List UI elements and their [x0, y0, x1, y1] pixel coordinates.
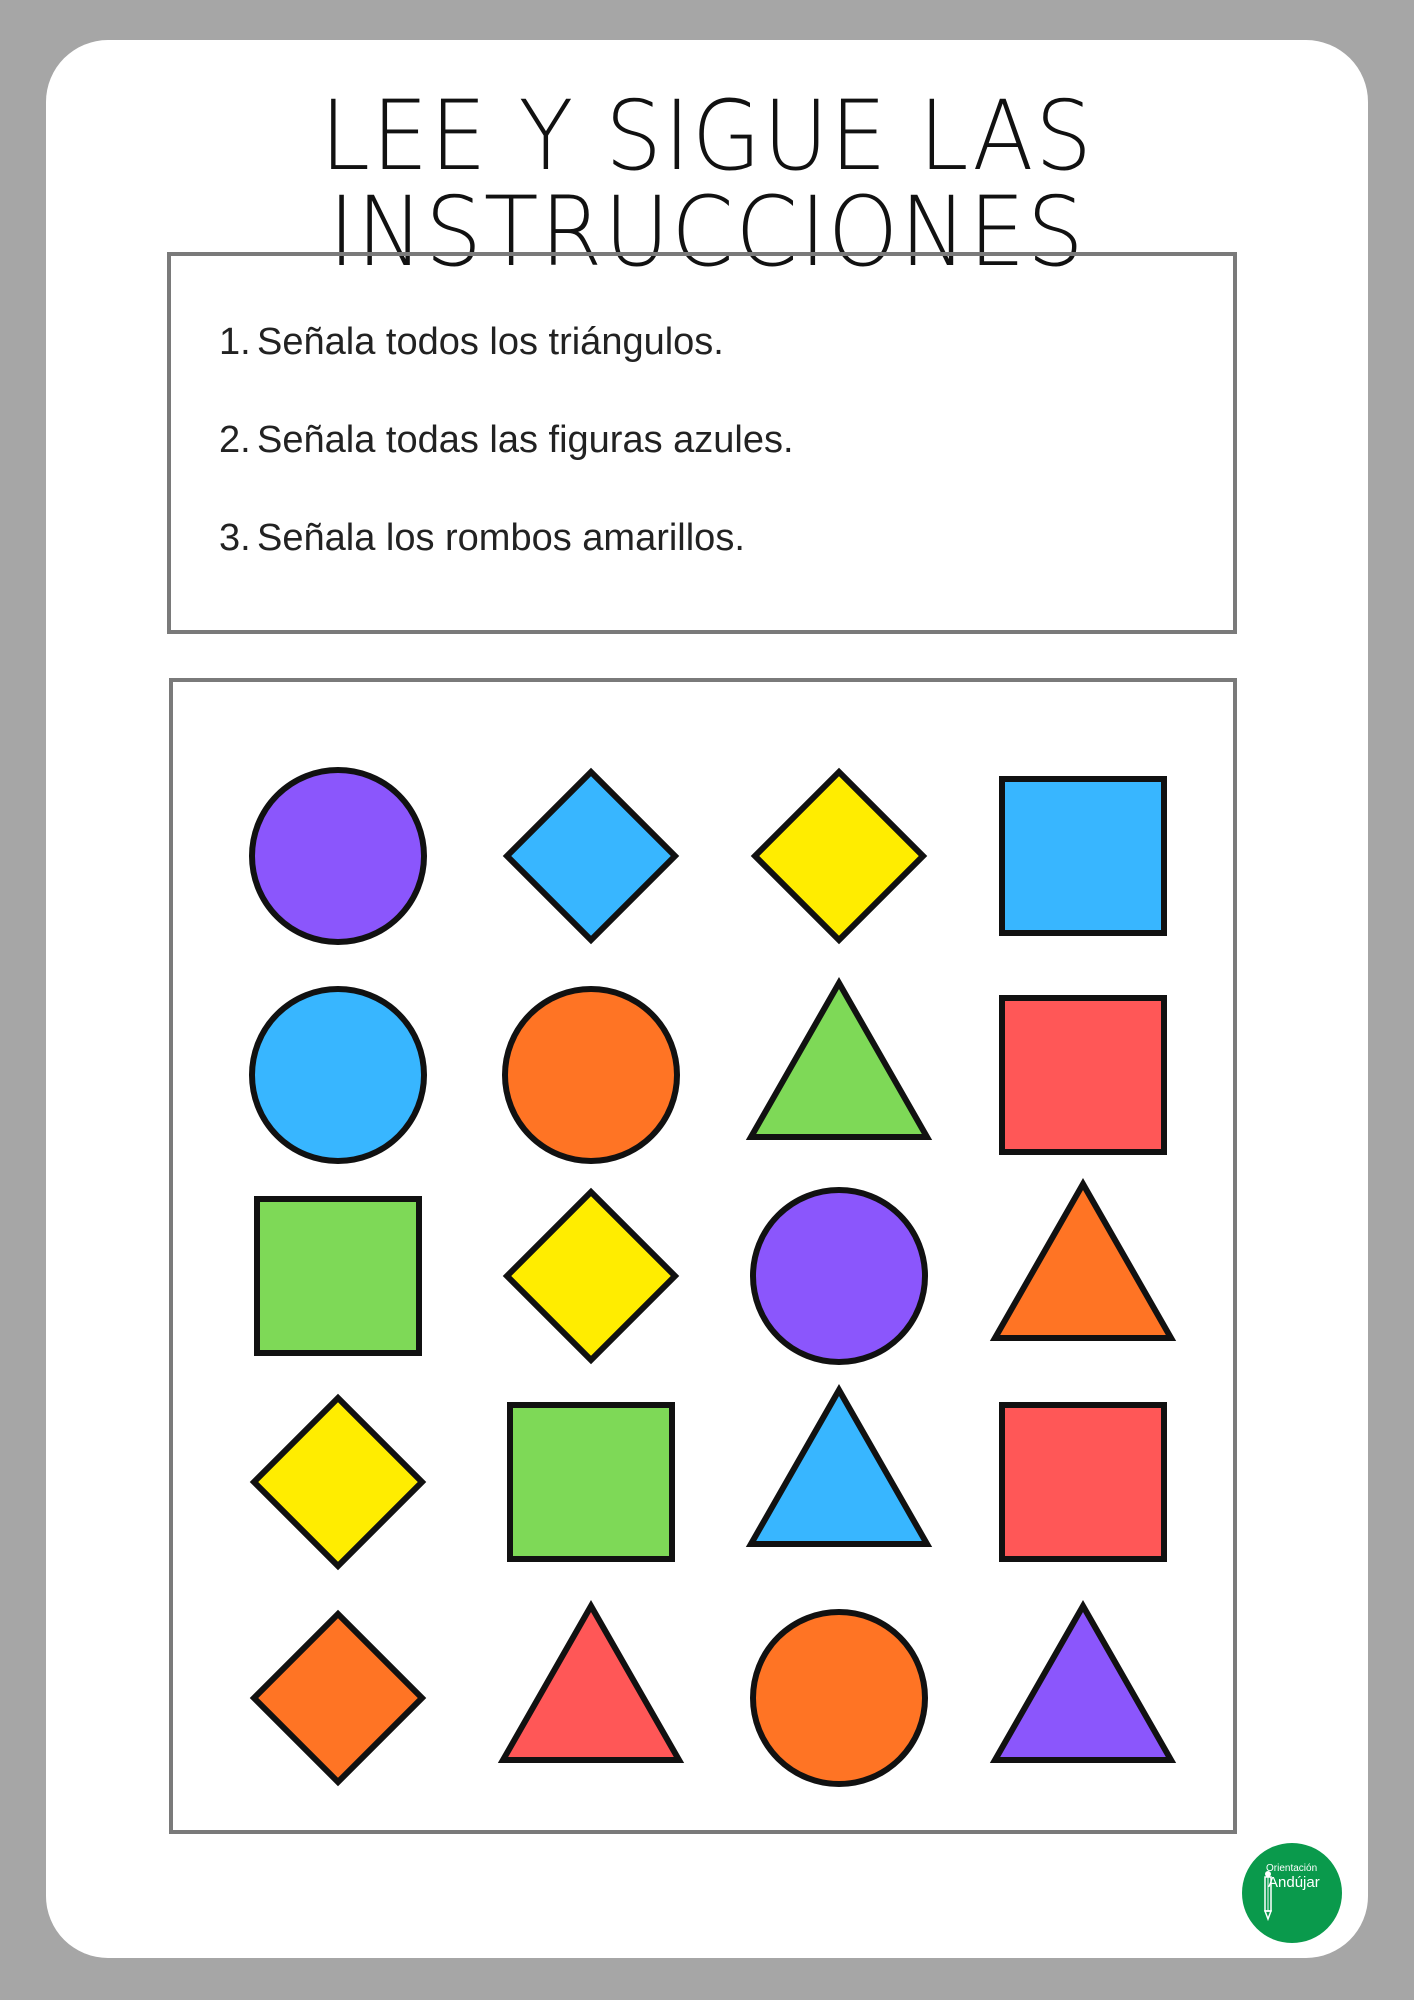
orange-circle[interactable] [753, 1612, 925, 1784]
purple-circle[interactable] [252, 770, 424, 942]
instruction-text: Señala todos los triángulos. [257, 321, 724, 363]
page-title: LEE Y SIGUE LAS INSTRUCCIONES [320, 80, 1094, 288]
logo-text-main: Andújar [1268, 1874, 1320, 1891]
orange-circle[interactable] [505, 989, 677, 1161]
instruction-text: Señala los rombos amarillos. [257, 517, 745, 559]
instruction-item [219, 320, 794, 418]
purple-circle[interactable] [753, 1190, 925, 1362]
instruction-number: 2. [219, 419, 251, 461]
instruction-number: 1. [219, 321, 251, 363]
instruction-item [219, 516, 794, 614]
blue-diamond[interactable] [507, 772, 675, 940]
red-triangle[interactable] [503, 1606, 679, 1760]
green-square[interactable] [257, 1199, 419, 1353]
yellow-diamond[interactable] [755, 772, 923, 940]
purple-triangle[interactable] [995, 1606, 1171, 1760]
blue-circle[interactable] [252, 989, 424, 1161]
green-square[interactable] [510, 1405, 672, 1559]
shapes-grid [173, 682, 1233, 1830]
logo-text-top: Orientación [1266, 1863, 1318, 1874]
instruction-item [219, 418, 794, 516]
orange-triangle[interactable] [995, 1184, 1171, 1338]
instruction-text: Señala todas las figuras azules. [257, 419, 794, 461]
instructions-box [167, 252, 1237, 634]
orange-diamond[interactable] [254, 1614, 422, 1782]
instructions-list [219, 320, 794, 614]
green-triangle[interactable] [751, 983, 927, 1137]
blue-square[interactable] [1002, 779, 1164, 933]
yellow-diamond[interactable] [507, 1192, 675, 1360]
yellow-diamond[interactable] [254, 1398, 422, 1566]
instruction-number: 3. [219, 517, 251, 559]
shapes-box [169, 678, 1237, 1834]
red-square[interactable] [1002, 1405, 1164, 1559]
orientacion-andujar-logo [1242, 1843, 1342, 1943]
blue-triangle[interactable] [751, 1390, 927, 1544]
red-square[interactable] [1002, 998, 1164, 1152]
